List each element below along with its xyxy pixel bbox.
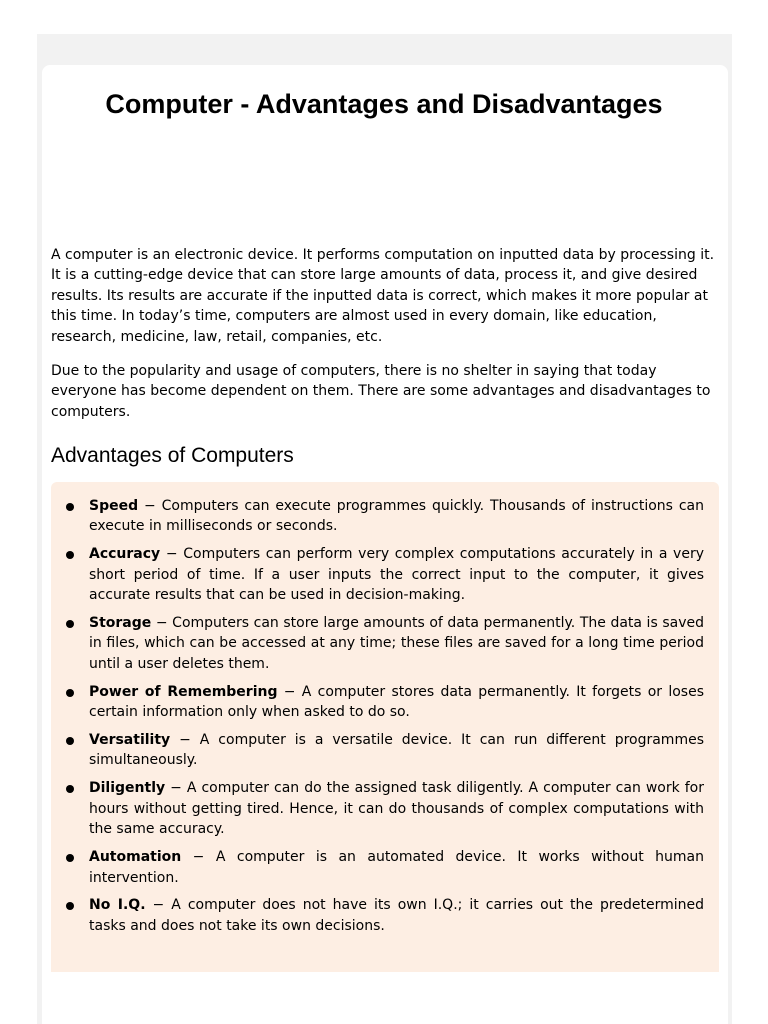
- advantage-term: Storage: [89, 615, 152, 632]
- advantage-text: − Computers can store large amounts of data permanently. The data is saved in files, which can be accessed at any time; these files are saved for a long time period until a user deletes them.: [89, 615, 704, 672]
- bullet-icon: [66, 620, 74, 628]
- advantage-text: − Computers can perform very complex computations accurately in a very short period of time. If a user inputs the correct input to the computer, it gives accurate results that can be used in decision-making.: [89, 546, 704, 604]
- advantage-term: Versatility: [89, 732, 171, 749]
- advantage-term: Speed: [89, 498, 139, 514]
- advantage-term: Automation: [89, 849, 182, 866]
- bullet-icon: [66, 689, 74, 697]
- advantages-list: [51, 496, 719, 944]
- advantage-text: − Computers can execute programmes quickly. Thousands of instructions can execute in milliseconds or seconds.: [89, 498, 704, 535]
- advantage-term: Accuracy: [89, 546, 161, 563]
- bullet-icon: [66, 737, 74, 745]
- advantage-text: − A computer stores data permanently. It forgets or loses certain information only when asked to do so.: [89, 683, 704, 721]
- bullet-icon: [66, 902, 74, 910]
- advantage-item-power-of-remembering: [51, 682, 719, 723]
- advantage-text: − A computer does not have its own I.Q.; it carries out the predetermined tasks and does not take its own decisions.: [89, 897, 704, 934]
- page-title: Computer - Advantages and Disadvantages: [105, 89, 663, 119]
- bullet-icon: [66, 503, 74, 511]
- advantage-term: Power of Remembering: [89, 683, 278, 700]
- advantages-box: [51, 482, 719, 972]
- bullet-icon: [66, 785, 74, 793]
- intro-paragraph-2: Due to the popularity and usage of computers, there is no shelter in saying that today everyone has become dependent on them. There are some advantages and disadvantages to computers.: [51, 363, 711, 420]
- advantage-term: No I.Q.: [89, 897, 146, 914]
- advantage-item-no-iq: [51, 895, 719, 936]
- advantage-term: Diligently: [89, 780, 166, 797]
- advantage-text: − A computer is a versatile device. It can run different programmes simultaneously.: [89, 732, 704, 769]
- advantage-item-accuracy: [51, 544, 719, 605]
- advantage-item-automation: [51, 847, 719, 888]
- advantage-text: − A computer can do the assigned task diligently. A computer can work for hours without getting tired. Hence, it can do thousands of complex computations with the same accuracy.: [89, 780, 704, 838]
- bullet-icon: [66, 854, 74, 862]
- advantage-item-speed: [51, 496, 719, 537]
- advantage-item-versatility: [51, 730, 719, 771]
- intro-paragraph-1: A computer is an electronic device. It performs computation on inputted data by processing it. It is a cutting-edge device that can store large amounts of data, process it, and give desired results. Its results are accurate if the inputted data is correct, which makes it more popular at this time. In today’s time, computers are almost used in every domain, like education, research, medicine, law, retail, companies, etc.: [51, 247, 715, 345]
- advantage-item-storage: [51, 613, 719, 674]
- advantage-item-diligently: [51, 778, 719, 839]
- advantages-heading: Advantages of Computers: [51, 444, 294, 467]
- bullet-icon: [66, 551, 74, 559]
- advantage-text: − A computer is an automated device. It works without human intervention.: [89, 849, 704, 886]
